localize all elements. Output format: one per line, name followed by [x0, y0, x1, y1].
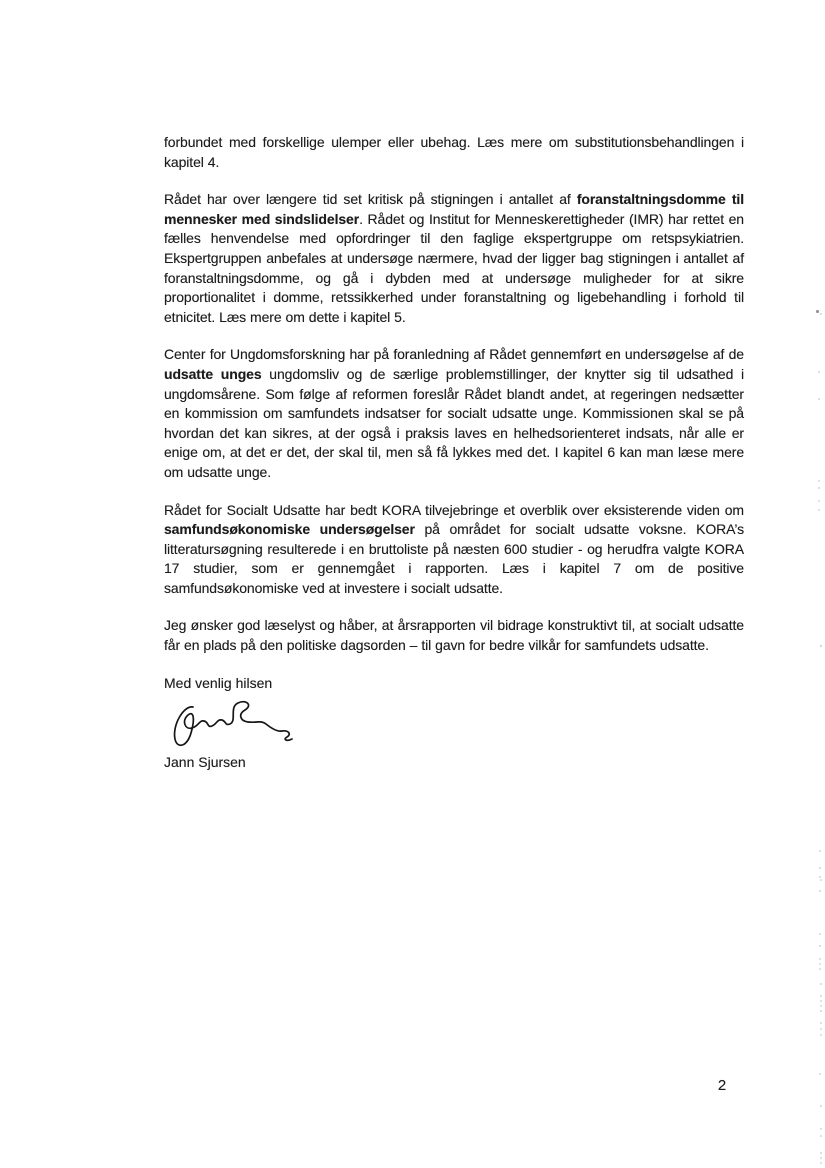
- body-text: ungdomsliv og de særlige problemstillinger, der knytter sig til udsathed i ungdomsårene. Som følge af reformen foreslår Rådet blandt andet, at regeringen nedsætter en kommission om samfundets indsatser for socialt udsatte unge. Kommissionen skal se på hvordan det kan sikres, at der også i praksis laves en helhedsorienteret indsats, når alle er enige om, at det er det, der skal til, men så få lykkes med det. I kapitel 6 kan man læse mere om udsatte unge.: [164, 365, 744, 480]
- handwritten-signature-icon: [166, 697, 301, 753]
- body-text: Rådet for Socialt Udsatte har bedt KORA tilvejebringe et overblik over eksisterende viden om: [164, 501, 744, 518]
- closing-salutation: Med venlig hilsen: [164, 674, 273, 691]
- noise-speck: [818, 371, 820, 373]
- bold-text: udsatte unges: [164, 365, 262, 382]
- noise-speck: [819, 1073, 821, 1075]
- paragraph: [164, 190, 744, 327]
- noise-speck: [820, 1028, 822, 1030]
- noise-speck: [819, 968, 821, 970]
- noise-speck: [819, 850, 821, 852]
- noise-speck: [820, 1105, 822, 1107]
- noise-speck: [819, 958, 821, 960]
- paragraph: [164, 133, 744, 172]
- noise-speck: [819, 890, 821, 892]
- noise-speck: [820, 879, 822, 881]
- body-text: Jeg ønsker god læselyst og håber, at årsrapporten vil bidrage konstruktivt til, at socialt udsatte får en plads på den politiske dagsorden – til gavn for bedre vilkår for samfundets udsatte.: [164, 617, 744, 654]
- body-text: Center for Ungdomsforskning har på foranledning af Rådet gennemført en undersøgelse af de: [164, 346, 744, 363]
- noise-speck: [816, 310, 819, 313]
- noise-speck: [818, 487, 820, 489]
- noise-speck: [819, 945, 821, 947]
- noise-speck: [820, 1034, 822, 1036]
- noise-speck: [818, 500, 820, 502]
- noise-speck: [820, 983, 822, 985]
- noise-speck: [819, 963, 821, 965]
- bold-text: foranstaltningsdomme til mennesker med sindslidelser: [164, 191, 744, 227]
- noise-speck: [820, 995, 822, 997]
- noise-speck: [820, 1000, 822, 1002]
- body-text: forbundet med forskellige ulemper eller ubehag. Læs mere om substitutionsbehandlingen i kapitel 4.: [164, 134, 744, 170]
- page-number: 2: [717, 1077, 727, 1094]
- bold-text: samfundsøkonomiske undersøgelser: [164, 521, 415, 538]
- letter-body: [164, 133, 744, 773]
- noise-speck: [820, 1135, 822, 1137]
- noise-speck: [820, 1152, 822, 1154]
- noise-speck: [820, 1162, 822, 1164]
- body-text: på området for socialt udsatte voksne. KORA’s litteratursøgning resulterede i en bruttoliste på næsten 600 studier - og herudfra valgte KORA 17 studier, som er gennemgået i rapporten. Læs i kapitel 7 om de positive samfundsøkonomiske ved at investere i socialt udsatte.: [164, 521, 744, 596]
- noise-speck: [820, 645, 822, 647]
- paragraph: [164, 345, 744, 482]
- noise-speck: [820, 313, 822, 315]
- letter-paragraphs: [164, 133, 744, 656]
- noise-speck: [819, 867, 821, 869]
- noise-speck: [818, 398, 820, 400]
- noise-speck: [820, 1128, 822, 1130]
- body-text: . Rådet og Institut for Menneskerettigheder (IMR) har rettet en fælles henvendelse med opfordringer til den faglige ekspertgruppe om retspsykiatrien. Ekspertgruppen anbefales at undersøge nærmere, hvad der ligger bag stigningen i antallet af foranstaltningsdomme, og gå i dybden med at undersøge muligheder for at sikre proportionalitet i domme, retssikkerhed under foranstaltning og ligebehandling i forhold til etnicitet. Læs mere om dette i kapitel 5.: [164, 210, 744, 325]
- noise-speck: [820, 1022, 822, 1024]
- noise-speck: [819, 876, 821, 878]
- paragraph: [164, 616, 744, 655]
- body-text: Rådet har over længere tid set kritisk på stigningen i antallet af: [164, 191, 577, 208]
- noise-speck: [818, 509, 820, 511]
- noise-speck: [819, 933, 821, 935]
- noise-speck: [820, 1005, 822, 1007]
- noise-speck: [818, 480, 820, 482]
- paragraph: [164, 501, 744, 599]
- signature-name: Jann Sjursen: [164, 754, 246, 771]
- noise-speck: [820, 1157, 822, 1159]
- noise-speck: [820, 1010, 822, 1012]
